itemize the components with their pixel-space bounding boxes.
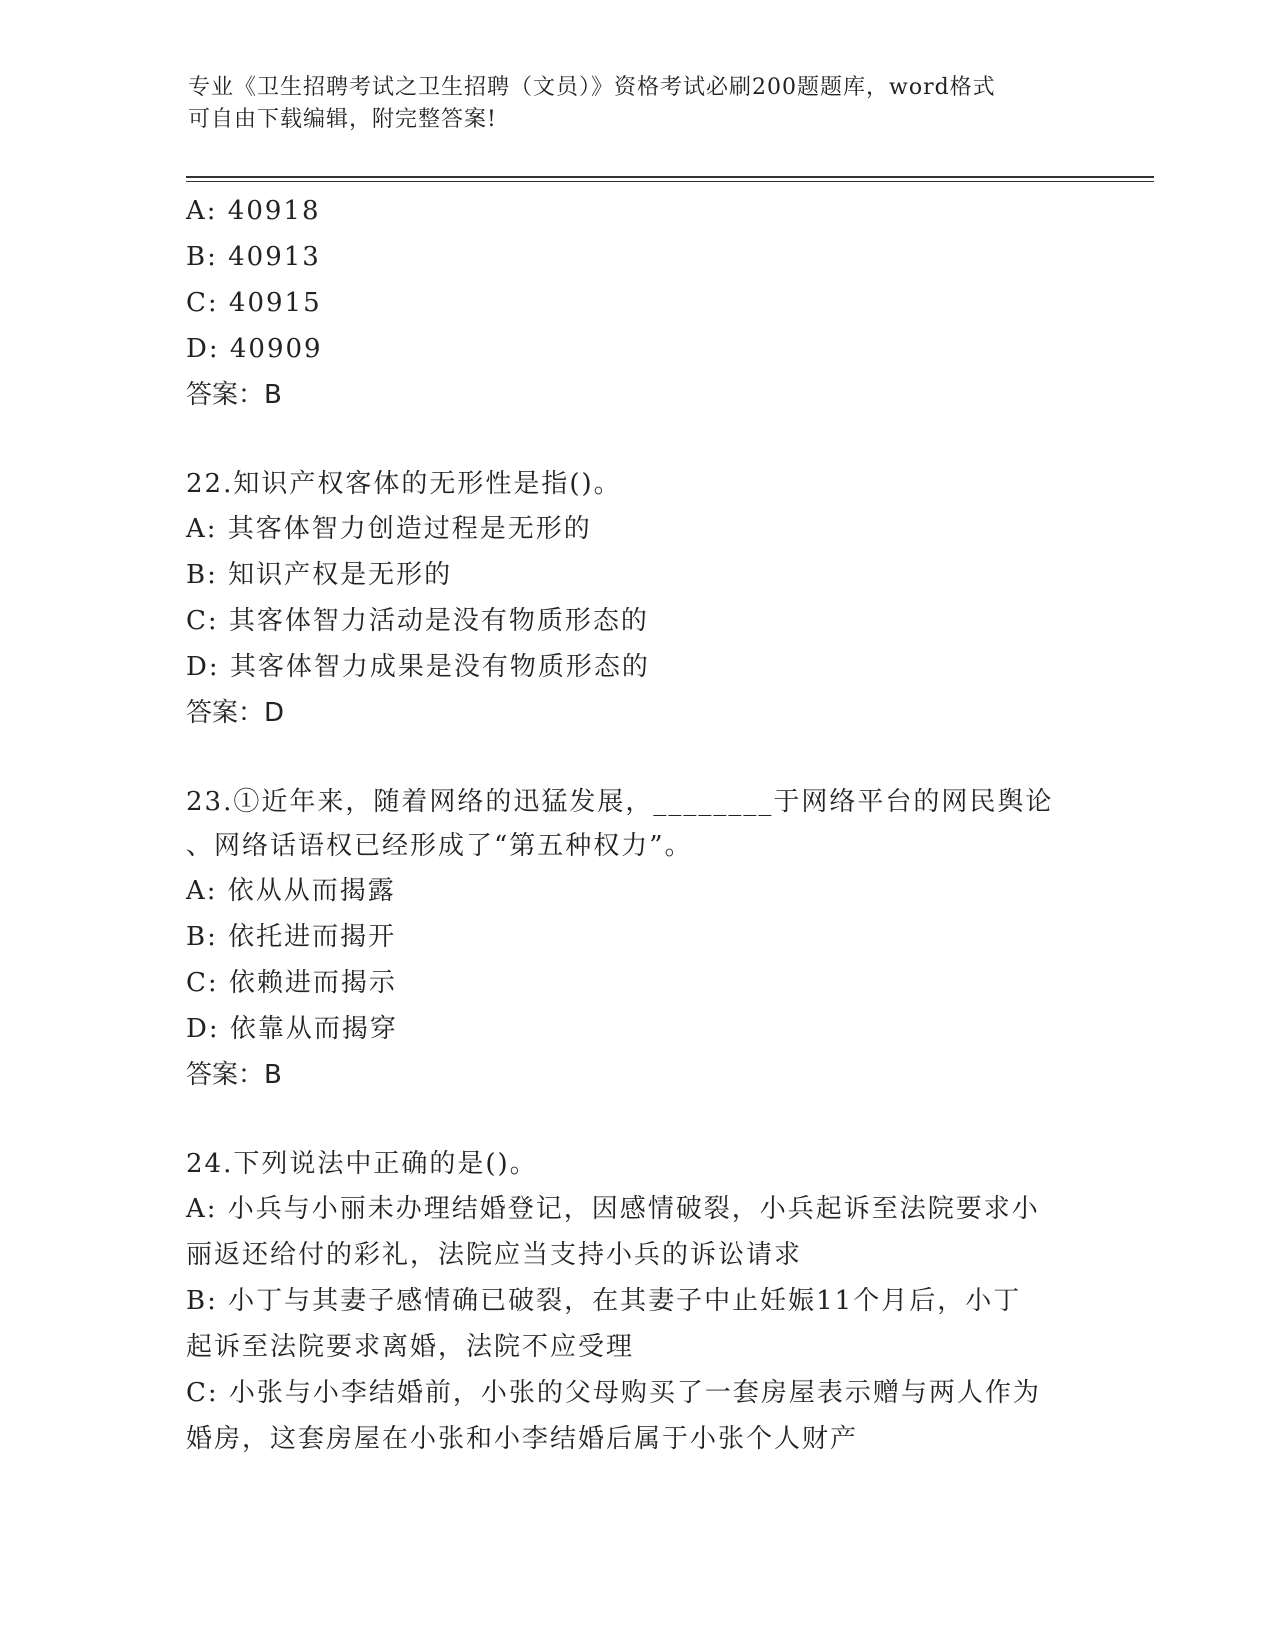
document-header (188, 72, 1068, 136)
option-a: A: 依从从而揭露 (186, 876, 396, 906)
answer: 答案：B (186, 380, 282, 410)
question-stem: 24.下列说法中正确的是()。 (186, 1149, 538, 1179)
option-d: D: 依靠从而揭穿 (186, 1014, 398, 1044)
option-d: D: 其客体智力成果是没有物质形态的 (186, 652, 650, 682)
option-d: D: 40909 (186, 334, 323, 364)
question-23 (186, 780, 1086, 1098)
header-line-2: 可自由下载编辑，附完整答案! (188, 107, 497, 132)
answer: 答案：B (186, 1060, 282, 1090)
option-a-line-1: A: 小兵与小丽未办理结婚登记，因感情破裂，小兵起诉至法院要求小 (186, 1194, 1040, 1224)
option-c: C: 40915 (186, 288, 322, 318)
question-21 (186, 188, 1086, 418)
option-b: B: 知识产权是无形的 (186, 560, 453, 590)
answer: 答案：D (186, 698, 285, 728)
question-22 (186, 462, 1086, 736)
option-a-line-2: 丽返还给付的彩礼，法院应当支持小兵的诉讼请求 (186, 1240, 803, 1270)
option-c: C: 其客体智力活动是没有物质形态的 (186, 606, 649, 636)
question-stem-line-1: 23.①近年来，随着网络的迅猛发展，________于网络平台的网民舆论 (186, 787, 1054, 817)
option-a: A: 其客体智力创造过程是无形的 (186, 514, 592, 544)
question-list (186, 188, 1086, 1462)
header-rule-thin (186, 181, 1154, 182)
option-b-line-2: 起诉至法院要求离婚，法院不应受理 (186, 1332, 635, 1362)
option-b-line-1: B: 小丁与其妻子感情确已破裂，在其妻子中止妊娠11个月后，小丁 (186, 1286, 1022, 1316)
header-line-1: 专业《卫生招聘考试之卫生招聘（文员）》资格考试必刷200题题库，word格式 (188, 75, 996, 100)
option-c-line-2: 婚房，这套房屋在小张和小李结婚后属于小张个人财产 (186, 1424, 859, 1454)
option-c: C: 依赖进而揭示 (186, 968, 397, 998)
question-stem: 22.知识产权客体的无形性是指()。 (186, 469, 622, 499)
option-b: B: 40913 (186, 242, 321, 272)
option-a: A: 40918 (186, 196, 321, 226)
option-b: B: 依托进而揭开 (186, 922, 397, 952)
header-rule (186, 176, 1154, 178)
question-24 (186, 1142, 1086, 1462)
option-c-line-1: C: 小张与小李结婚前，小张的父母购买了一套房屋表示赠与两人作为 (186, 1378, 1041, 1408)
question-stem-line-2: 、网络话语权已经形成了“第五种权力”。 (186, 831, 693, 861)
